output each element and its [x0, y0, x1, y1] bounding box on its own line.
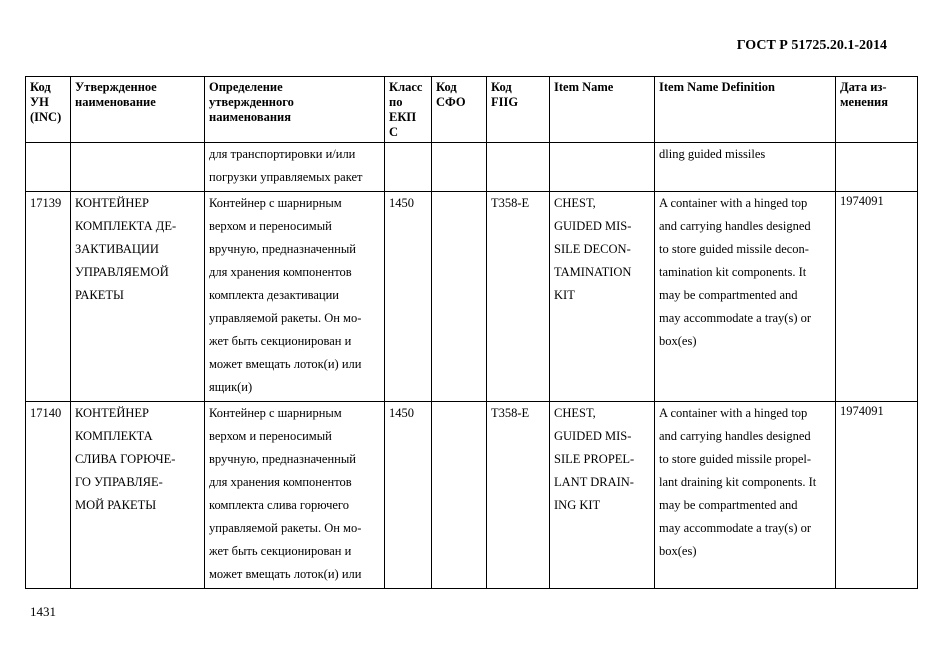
cell-code: 17140 [26, 402, 71, 589]
header-approved-name: Утвержденное наименование [71, 77, 205, 143]
header-code-sfo: Код СФО [432, 77, 487, 143]
cell-sfo [432, 402, 487, 589]
cell-sfo [432, 192, 487, 402]
header-code-fiig: Код FIIG [487, 77, 550, 143]
cell-change-date: 1974091 [836, 402, 918, 589]
cell-class [385, 143, 432, 192]
cell-change-date: 1974091 [836, 192, 918, 402]
header-change-date: Дата из- менения [836, 77, 918, 143]
cell-change-date [836, 143, 918, 192]
cell-item-name [550, 143, 655, 192]
table-header-row [26, 77, 918, 143]
document-code: ГОСТ Р 51725.20.1-2014 [736, 38, 887, 53]
cell-item-definition: dling guided missiles [655, 143, 836, 192]
cell-definition-ru: Контейнер с шарнирным верхом и переносимый вручную, предназначенный для хранения компонентов комплекта дезактивации управляемой ракеты. Он мо- жет быть секционирован и может вмещать лоток(и) или ящик(и) [205, 192, 385, 402]
header-item-name-definition: Item Name Definition [655, 77, 836, 143]
table-row [26, 192, 918, 402]
header-item-name: Item Name [550, 77, 655, 143]
cell-definition-ru: Контейнер с шарнирным верхом и переносимый вручную, предназначенный для хранения компонентов комплекта слива горючего управляемой ракеты. Он мо- жет быть секционирован и может вмещать лоток(и) или [205, 402, 385, 589]
cell-sfo [432, 143, 487, 192]
cell-class: 1450 [385, 402, 432, 589]
cell-approved-name: КОНТЕЙНЕР КОМПЛЕКТА ДЕ- ЗАКТИВАЦИИ УПРАВЛЯЕМОЙ РАКЕТЫ [71, 192, 205, 402]
cell-fiig: T358-E [487, 192, 550, 402]
header-class-ekps: Класс по ЕКП С [385, 77, 432, 143]
table-row [26, 402, 918, 589]
header-name-definition-ru: Определение утвержденного наименования [205, 77, 385, 143]
header-code-inc: Код УН (INC) [26, 77, 71, 143]
cell-item-name: CHEST, GUIDED MIS- SILE DECON- TAMINATION KIT [550, 192, 655, 402]
cell-class: 1450 [385, 192, 432, 402]
cell-approved-name [71, 143, 205, 192]
cell-code [26, 143, 71, 192]
nomenclature-table [25, 76, 918, 589]
cell-item-definition: A container with a hinged top and carrying handles designed to store guided missile decon- tamination kit components. It may be compartmented and may accommodate a tray(s) or box(es) [655, 192, 836, 402]
cell-definition-ru: для транспортировки и/или погрузки управляемых ракет [205, 143, 385, 192]
cell-fiig: T358-E [487, 402, 550, 589]
cell-code: 17139 [26, 192, 71, 402]
cell-item-definition: A container with a hinged top and carrying handles designed to store guided missile propel- lant draining kit components. It may be compartmented and may accommodate a tray(s) or box(es) [655, 402, 836, 589]
table-row [26, 143, 918, 192]
page-number: 1431 [30, 604, 56, 619]
cell-fiig [487, 143, 550, 192]
cell-approved-name: КОНТЕЙНЕР КОМПЛЕКТА СЛИВА ГОРЮЧЕ- ГО УПРАВЛЯЕ- МОЙ РАКЕТЫ [71, 402, 205, 589]
cell-item-name: CHEST, GUIDED MIS- SILE PROPEL- LANT DRAIN- ING KIT [550, 402, 655, 589]
